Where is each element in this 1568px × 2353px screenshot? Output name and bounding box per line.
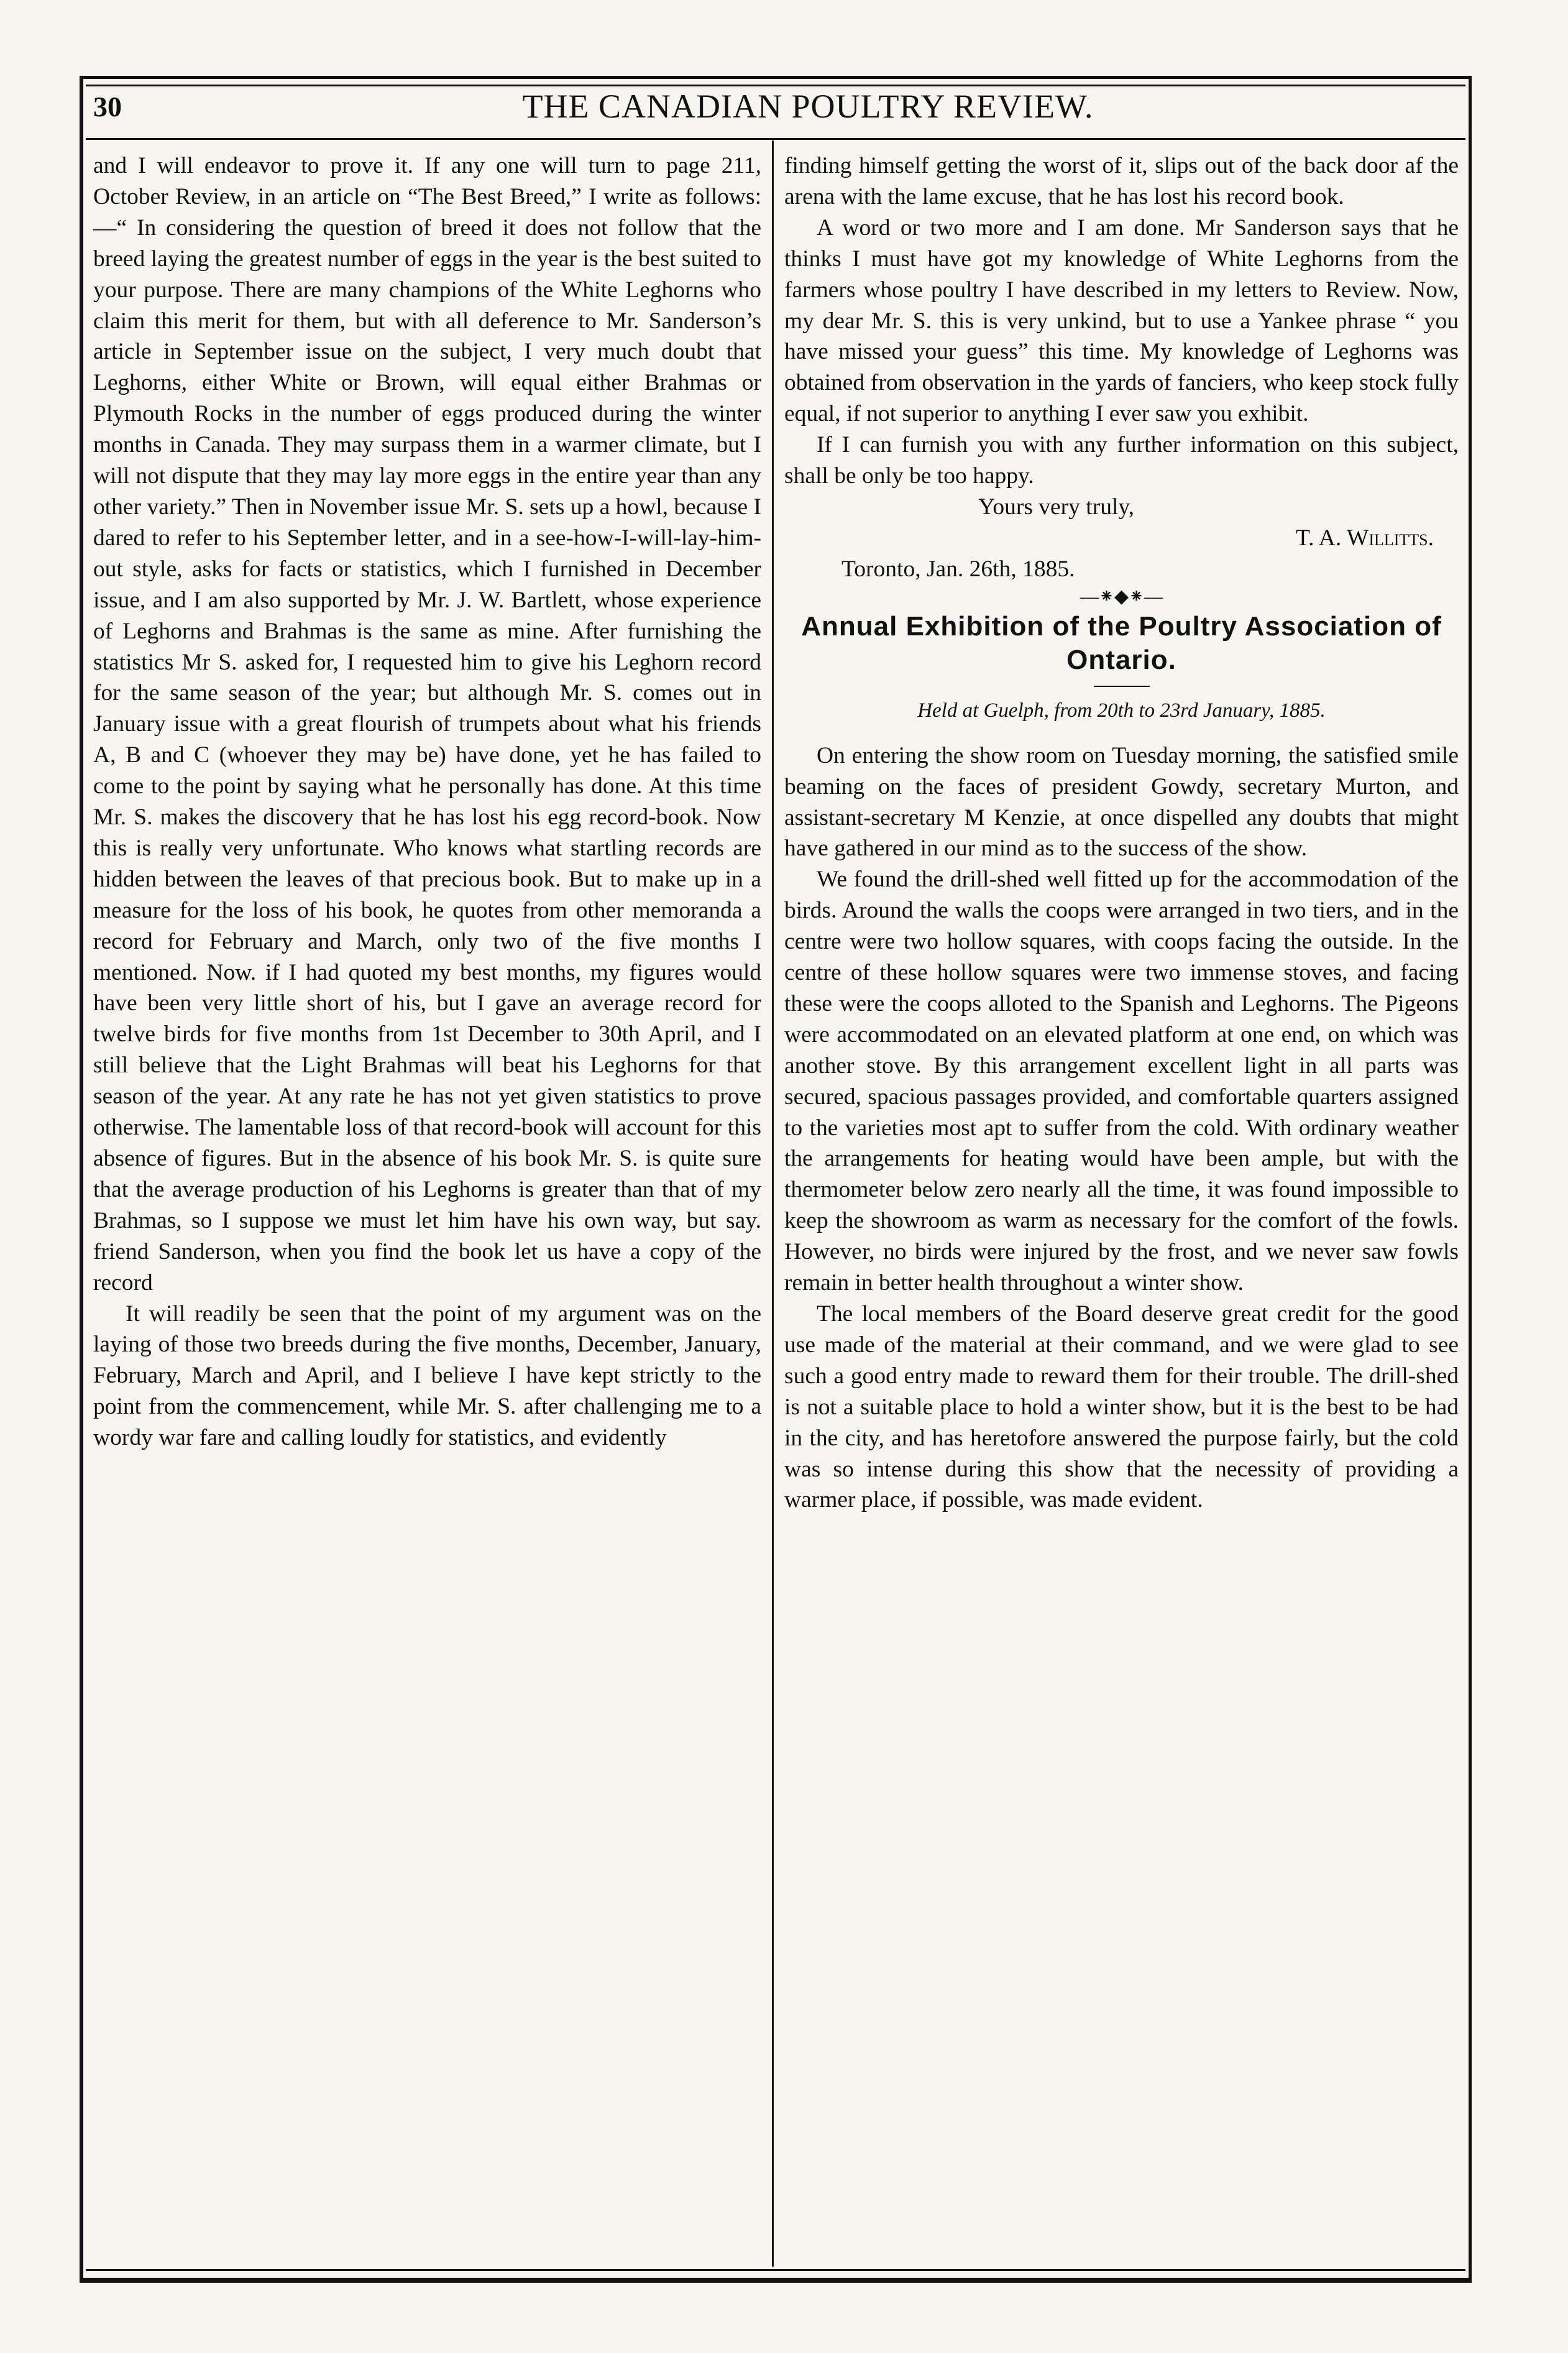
letter-place-date: Toronto, Jan. 26th, 1885. — [841, 556, 1075, 582]
section-title-rule — [1094, 686, 1150, 687]
right-paragraph-3: If I can furnish you with any further information on this subject, shall be only be too happy. — [784, 432, 1459, 489]
column-divider — [772, 140, 774, 2267]
section-subtitle: Held at Guelph, from 20th to 23rd January, 1885. — [917, 699, 1326, 722]
section-paragraph-2: We found the drill-shed well fitted up for the accommodation of the birds. Around the walls the coops were arranged in two tiers, and in the centre were two hollow squares, with coops facing the outside. In the centre of these hollow squares were two immense stoves, and facing these were the coops alloted to the Spanish and Leghorns. The Pigeons were accommodated on an elevated platform at one end, on which was another stove. By this arrangement excellent light in all parts was secured, spacious passages provided, and comfortable quarters assigned to the varieties most apt to suffer from the cold. With ordinary weather the arrangements for heating would have been ample, but with the thermometer below zero nearly all the time, it was found impossible to keep the showroom as warm as necessary for the comfort of the fowls. However, no birds were injured by the frost, and we never saw fowls remain in better health throughout a winter show. — [784, 867, 1459, 1296]
section-ornament: —⁕◆⁕— — [1080, 586, 1163, 607]
section-title: Annual Exhibition of the Poultry Association of Ontario. — [801, 610, 1442, 675]
frame-inner-top-rule — [86, 85, 1465, 86]
section-paragraph-3: The local members of the Board deserve great credit for the good use made of the material at their command, and we were glad to see such a good entry made to reward them for their trouble. The drill-shed is not a suitable place to hold a winter show, but it is the best to be had in the city, and has heretofore answered the purpose fairly, but the cold was so intense during this show that the necessity of providing a warmer place, if possible, was made evident. — [784, 1301, 1459, 1513]
right-column — [784, 150, 1459, 1516]
left-paragraph-2: It will readily be seen that the point of my argument was on the laying of those two breeds during the five months, December, January, February, March and April, and I believe I have kept strictly to the point from the commencement, while Mr. S. after challenging me to a wordy war fare and calling loudly for statistics, and evidently — [93, 1301, 761, 1451]
letter-signoff: Yours very truly, — [978, 494, 1135, 520]
running-head: THE CANADIAN POULTRY REVIEW. — [522, 88, 1094, 125]
header-rule — [86, 138, 1465, 140]
right-paragraph-2: A word or two more and I am done. Mr Sanderson says that he thinks I must have got my knowledge of White Leghorns from the farmers whose poultry I have described in my letters to Review. Now, my dear Mr. S. this is very unkind, but to use a Yankee phrase “ you have missed your guess” this time. My knowledge of Leghorns was obtained from observation in the yards of fanciers, who keep stock fully equal, if not superior to anything I ever saw you exhibit. — [784, 214, 1459, 427]
letter-signature: T. A. Willitts. — [1295, 525, 1434, 551]
left-paragraph-1: and I will endeavor to prove it. If any one will turn to page 211, October Review, in an article on “The Best Breed,” I write as follows:—“ In considering the question of breed it does not follow that the breed laying the greatest number of eggs in the year is the best suited to your purpose. There are many champions of the White Leghorns who claim this merit for them, but with all deference to Mr. Sanderson’s article in September issue on the subject, I very much doubt that Leghorns, either White or Brown, will equal either Brahmas or Plymouth Rocks in the number of eggs produced during the winter months in Canada. They may surpass them in a warmer climate, but I will not dispute that they may lay more eggs in the entire year than any other variety.” Then in November issue Mr. S. sets up a howl, because I dared to refer to his September letter, and in a see-how-I-will-lay-him-out style, asks for facts or statistics, which I furnished in December issue, and I am also supported by Mr. J. W. Bartlett, whose experience of Leghorns and Brahmas is the same as mine. After furnishing the statistics Mr S. asked for, I requested him to give his Leghorn record for the same season of the year; but although Mr. S. comes out in January issue with a great flourish of trumpets about what his friends A, B and C (whoever they may be) have done, yet he has failed to come to the point by saying what he personally has done. At this time Mr. S. makes the discovery that he has lost his egg record-book. Now this is really very unfortunate. Who knows what startling records are hidden between the leaves of that precious book. But to make up in a measure for the loss of his book, he quotes from other memoranda a record for February and March, only two of the five months I mentioned. Now. if I had quoted my best months, my figures would have been very little short of his, but I gave an average record for twelve birds for five months from 1st December to 30th April, and I still believe that the Light Brahmas will beat his Leghorns for that season of the year. At any rate he has not yet given statistics to prove otherwise. The lamentable loss of that record-book will account for this absence of figures. But in the absence of his book Mr. S. is quite sure that the average production of his Leghorns is greater than that of my Brahmas, so I suppose we must let him have his own way, but say. friend Sanderson, when you find the book let us have a copy of the record — [93, 153, 761, 1296]
page-number: 30 — [93, 91, 122, 122]
left-column — [93, 150, 761, 1453]
frame-inner-bottom-rule — [86, 2269, 1465, 2271]
section-paragraph-1: On entering the show room on Tuesday morning, the satisfied smile beaming on the faces of president Gowdy, secretary Murton, and assistant-secretary M Kenzie, at once dispelled any doubts that might have gathered in our mind as to the success of the show. — [784, 742, 1459, 862]
right-paragraph-1: finding himself getting the worst of it, slips out of the back door af the arena with the lame excuse, that he has lost his record book. — [784, 153, 1459, 210]
